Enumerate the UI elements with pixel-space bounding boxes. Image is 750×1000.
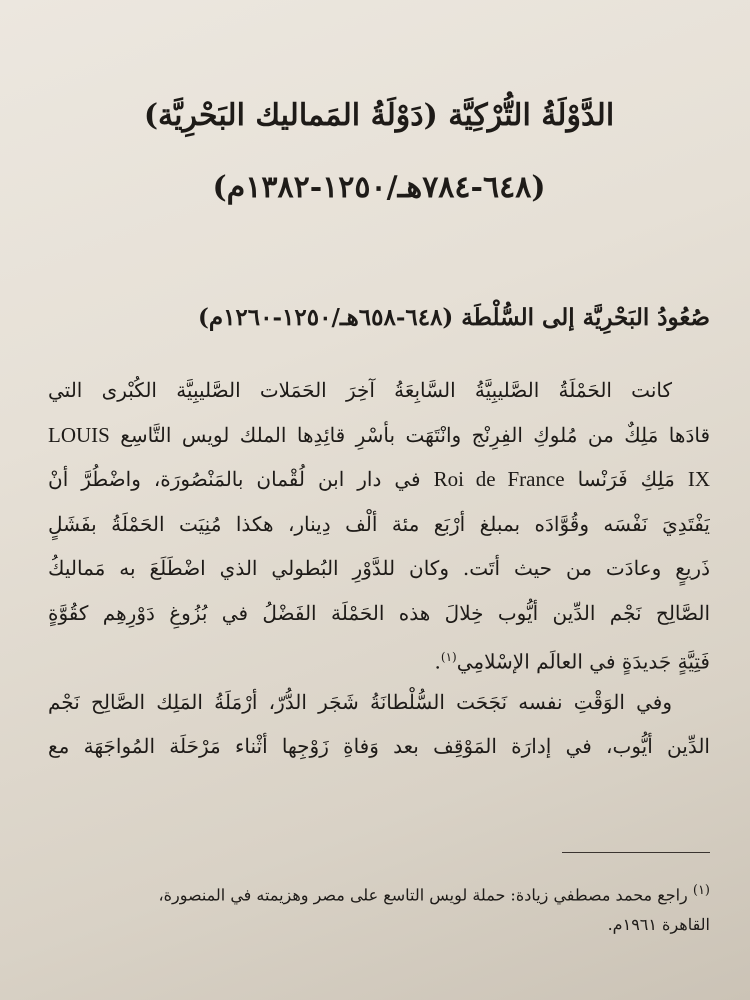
- paragraph-line: يَفْتَدِيَ نَفْسَه وقُوَّادَه بمبلغ أرْبَع مئة ألْف دِينار، هكذا مُنِيَت الحَمْلَةُ بفَشَلٍ: [48, 511, 710, 536]
- paragraph-line: كانت الحَمْلَةُ الصَّليبِيَّةُ السَّابِعَةُ آخِرَ الحَمَلات الصَّليبِيَّة الكُبْرى التي: [48, 378, 672, 402]
- footnote-reference: (١): [440, 650, 457, 664]
- body-text: [48, 368, 710, 769]
- footnote-line: القاهرة ١٩٦١م.: [607, 915, 710, 935]
- paragraph-line: الدِّين أيُّوب، في إدارَة المَوْقِف بعد وَفاةِ زَوْجِها أثْناء مَرْحَلَة المُواجَهَة مع: [48, 734, 710, 758]
- latin-name: IX: [687, 467, 710, 491]
- footnote-mark: (١): [692, 883, 710, 898]
- paragraph-line: فَتِيَّةٍ جَديدَةٍ في العالَم الإسْلامِي$^{(١)}$.: [434, 649, 710, 674]
- chapter-date-range: (٦٤٨-٧٨٤هـ/١٢٥٠-١٣٨٢م): [212, 170, 546, 205]
- paragraph-line: قادَها مَلِكٌ من مُلوكِ الفِرِنْج وانْتَهَت بأسْرِ قائِدِها الملك لويس التَّاسِع LOUIS: [48, 422, 710, 447]
- book-page: [48, 0, 710, 1000]
- chapter-title: الدَّوْلَةُ التُّرْكِيَّة (دَوْلَةُ المَماليك البَحْرِيَّة): [143, 98, 615, 133]
- footnote-line: $^{(١)}$ راجع محمد مصطفي زيادة: حملة لويس التاسع على مصر وهزيمته في المنصورة،: [158, 883, 710, 905]
- latin-title: Roi de France: [433, 467, 565, 491]
- footnote: [48, 876, 710, 940]
- footnote-divider: [562, 852, 710, 853]
- paragraph-line: IX مَلِكِ فَرَنْسا Roi de France في دار ابن لُقْمان بالمَنْصُورَة، واضْطُرَّ أنْ: [48, 467, 710, 491]
- paragraph-line: الصَّالِح نَجْم الدِّين أيُّوب خِلالَ هذه الحَمْلَة الفَضْلُ في بُزُوغِ دَوْرِهِم كقُوَّةٍ: [48, 600, 710, 625]
- latin-name: LOUIS: [48, 422, 110, 447]
- section-heading: صُعُودُ البَحْرِيَّة إلى السُّلْطَة (٦٤٨-٦٥٨هـ/١٢٥٠-١٢٦٠م): [197, 304, 710, 331]
- paragraph-line: وفي الوَقْتِ نفسه نَجَحَت السُّلْطانَةُ شَجَر الدُّرّ، أرْمَلَةُ المَلِك الصَّالِح نَجْم: [48, 689, 672, 714]
- paragraph-line: ذَريعٍ وعادَت من حيث أتَت. وكان للدَّوْرِ البُطولي الذي اضْطَلَعَ به مَماليكُ: [48, 556, 710, 580]
